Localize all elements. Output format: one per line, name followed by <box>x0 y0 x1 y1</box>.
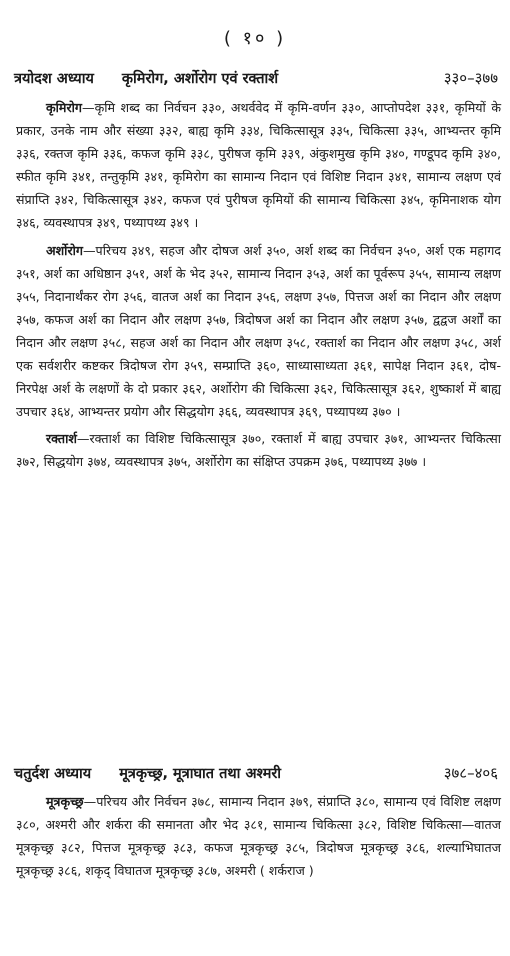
chapter-page-range: ३७८–४०६ <box>443 764 498 782</box>
chapter-14-contents <box>16 790 501 886</box>
page-number: ( १० ) <box>223 28 287 49</box>
chapter-heading-13 <box>14 68 498 88</box>
section-text: —परिचय और निर्वचन ३७८, सामान्य निदान ३७९, संप्राप्ति ३८०, सामान्य एवं विशिष्ट लक्षण ३८०, अश्मरी और शर्करा की समानता और भेद ३८१, सामान्य चिकित्सा ३८२, विशिष्ट चिकित्सा—वातज मूत्रकृच्छ्र ३८२, पित्तज मूत्रकृच्छ्र ३८३, कफज मूत्रकृच्छ्र ३८५, त्रिदोषज मूत्रकृच्छ्र ३८६, शल्याभिघातज मूत्रकृच्छ्र ३८६, शकृद् विघातज मूत्रकृच्छ्र ३८७, अश्मरी ( शर्कराज ) <box>16 794 501 879</box>
chapter-heading-14 <box>14 763 498 783</box>
section-text: —रक्तार्श का विशिष्ट चिकित्सासूत्र ३७०, रक्तार्श में बाह्य उपचार ३७१, आभ्यन्तर चिकित्सा ३७२, सिद्धयोग ३७४, व्यवस्थापत्र ३७५, अर्शोरोग का संक्षिप्त उपक्रम ३७६, पथ्यापथ्य ३७७ । <box>16 431 501 470</box>
section-entry <box>16 239 501 424</box>
chapter-page-range: ३३०–३७७ <box>443 69 498 87</box>
section-entry <box>16 790 501 882</box>
section-term: रक्तार्श <box>46 431 77 447</box>
section-text: —कृमि शब्द का निर्वचन ३३०, अथर्ववेद में कृमि-वर्णन ३३०, आप्तोपदेश ३३१, कृमियों के प्रकार, उनके नाम और संख्या ३३२, बाह्य कृमि ३३४, चिकित्सासूत्र ३३५, चिकित्सा ३३५, आभ्यन्तर कृमि ३३६, रक्तज कृमि ३३६, कफज कृमि ३३८, पुरीषज कृमि ३३९, अंकुशमुख कृमि ३४०, गण्डूपद कृमि ३४०, स्फीत कृमि ३४१, तन्तुकृमि ३४१, कृमिरोग का सामान्य निदान एवं विशिष्ट निदान ३४१, सामान्य लक्षण एवं संप्राप्ति ३४२, चिकित्सासूत्र ३४२, कफज एवं पुरीषज कृमियों की सामान्य चिकित्सा ३४५, कृमिनाशक योग ३४६, व्यवस्थापत्र ३४९, पथ्यापथ्य ३४९ । <box>16 100 501 231</box>
chapter-subtitle: मूत्रकृच्छ्र, मूत्राघात तथा अश्मरी <box>119 766 282 782</box>
section-entry <box>16 96 501 235</box>
chapter-13-contents <box>16 96 501 478</box>
section-entry <box>16 427 501 473</box>
section-term: मूत्रकृच्छ्र <box>46 794 84 809</box>
chapter-title: त्रयोदश अध्याय <box>14 71 94 87</box>
section-term: कृमिरोग <box>46 100 82 115</box>
chapter-title: चतुर्दश अध्याय <box>14 766 92 782</box>
chapter-subtitle: कृमिरोग, अर्शोरोग एवं रक्तार्श <box>121 71 279 87</box>
section-text: —परिचय ३४९, सहज और दोषज अर्श ३५०, अर्श शब्द का निर्वचन ३५०, अर्श एक महागद ३५१, अर्श का अधिष्ठान ३५१, अर्श के भेद ३५२, सामान्य निदान ३५३, अर्श का पूर्वरूप ३५५, सामान्य लक्षण ३५५, निदानार्थंकर रोग ३५६, वातज अर्श का निदान ३५६, लक्षण ३५७, पित्तज अर्श का निदान और लक्षण ३५७, कफज अर्श का निदान और लक्षण ३५७, त्रिदोषज अर्श का निदान और लक्षण ३५७, द्वद्वज अर्शों का निदान और लक्षण ३५८, सहज अर्श का निदान और लक्षण ३५८, रक्तार्श का निदान और लक्षण ३५८, अर्श एक सर्वशरीर कष्टकर त्रिदोषज रोग ३५९, सम्प्राप्ति ३६०, साध्यासाध्यता ३६१, सापेक्ष निदान ३६१, दोष-निरपेक्ष अर्श के लक्षणों के दो प्रकार ३६२, अर्शोरोग की चिकित्सा ३६२, चिकित्सासूत्र ३६२, शुष्कार्श में बाह्य उपचार ३६४, आभ्यन्तर प्रयोग और सिद्धयोग ३६६, व्यवस्थापत्र ३६९, पथ्यापथ्य ३७० । <box>16 242 501 420</box>
section-term: अर्शोरोग <box>46 242 83 258</box>
